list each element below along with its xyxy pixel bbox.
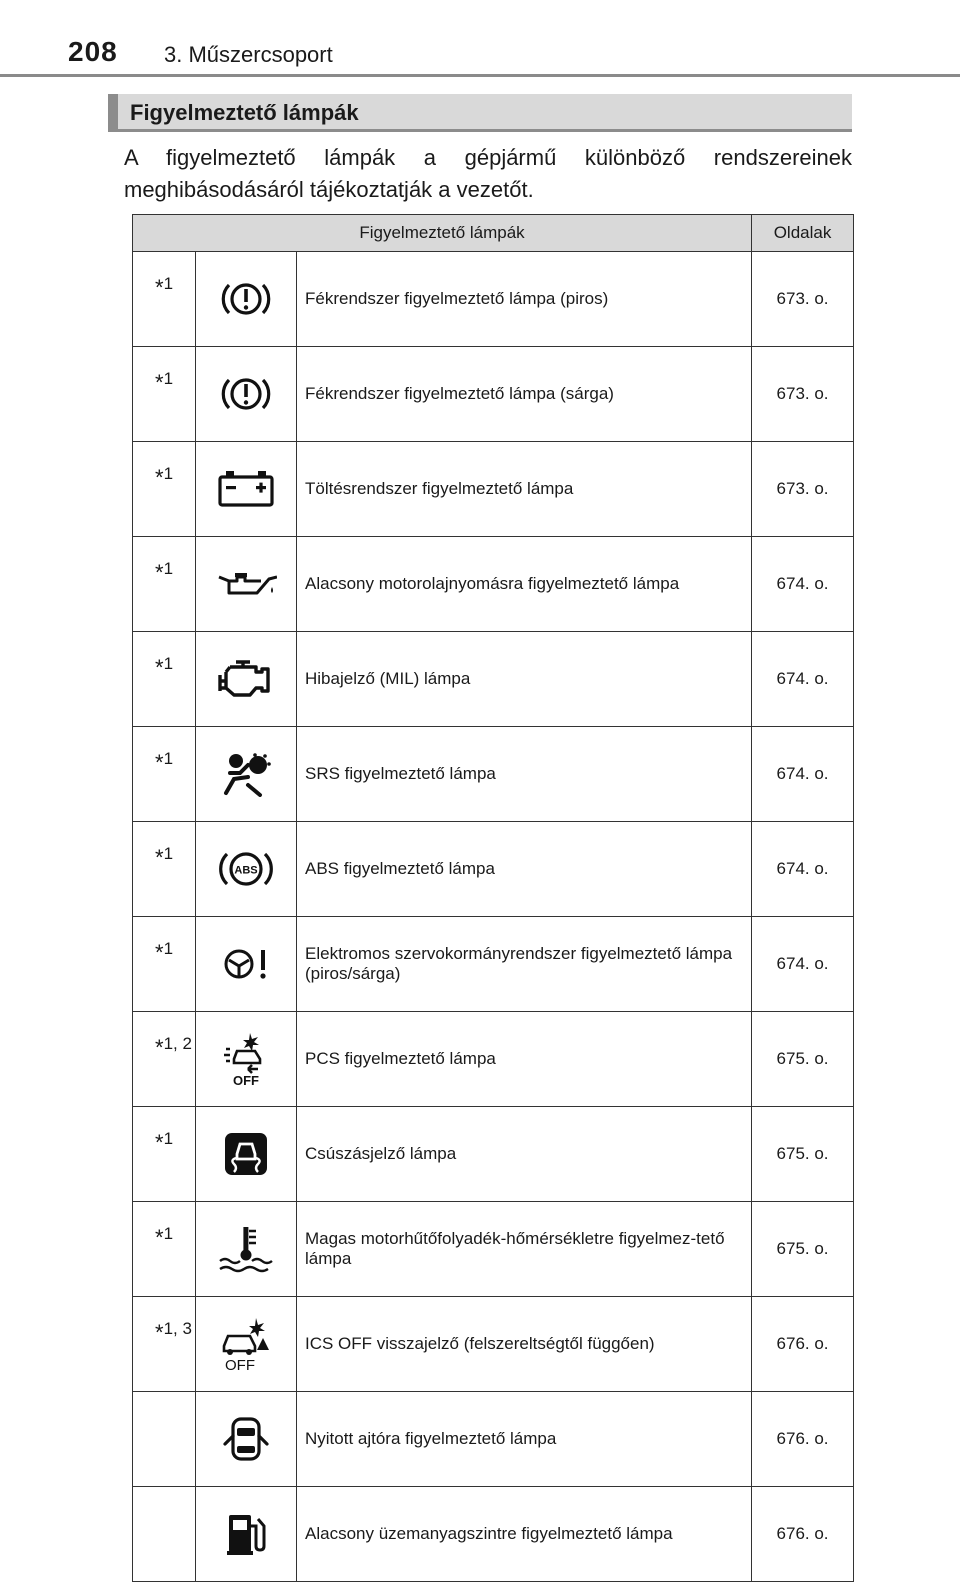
lamp-description: Alacsony motorolajnyomásra figyelmeztető lámpa xyxy=(297,537,752,632)
svg-text:ABS: ABS xyxy=(234,864,258,877)
footnote-ref: *1 xyxy=(133,347,196,442)
footnote-ref: *1 xyxy=(133,917,196,1012)
ics-off-icon xyxy=(196,1297,297,1392)
header-rule xyxy=(0,74,960,77)
lamp-description: Magas motorhűtőfolyadék-hőmérsékletre figyelmez-tető lámpa xyxy=(297,1202,752,1297)
page-reference: 674. o. xyxy=(752,632,854,727)
lamp-description: Elektromos szervokormányrendszer figyelmeztető lámpa (piros/sárga) xyxy=(297,917,752,1012)
table-row xyxy=(133,252,854,347)
svg-text:OFF: OFF xyxy=(225,1357,255,1372)
table-row xyxy=(133,917,854,1012)
footnote-ref xyxy=(133,1392,196,1487)
page-reference: 675. o. xyxy=(752,1107,854,1202)
airbag-icon xyxy=(196,727,297,822)
door-open-icon xyxy=(196,1392,297,1487)
table-row xyxy=(133,1012,854,1107)
table-row xyxy=(133,727,854,822)
lamp-description: Fékrendszer figyelmeztető lámpa (sárga) xyxy=(297,347,752,442)
footnote-ref: *1 xyxy=(133,1107,196,1202)
svg-text:OFF: OFF xyxy=(233,1073,259,1087)
page-reference: 674. o. xyxy=(752,822,854,917)
footnote-ref: *1 xyxy=(133,632,196,727)
battery-icon xyxy=(196,442,297,537)
page-reference: 675. o. xyxy=(752,1202,854,1297)
table-row xyxy=(133,537,854,632)
page-reference: 674. o. xyxy=(752,917,854,1012)
page-reference: 674. o. xyxy=(752,537,854,632)
table-row xyxy=(133,1392,854,1487)
footnote-ref: *1 xyxy=(133,252,196,347)
lamp-description: Csúszásjelző lámpa xyxy=(297,1107,752,1202)
footnote-ref: *1 xyxy=(133,537,196,632)
footnote-ref xyxy=(133,1487,196,1582)
footnote-ref: *1 xyxy=(133,822,196,917)
lamp-description: PCS figyelmeztető lámpa xyxy=(297,1012,752,1107)
page-reference: 673. o. xyxy=(752,442,854,537)
section-title: Figyelmeztető lámpák xyxy=(130,100,359,125)
table-row xyxy=(133,1487,854,1582)
lamp-description: ABS figyelmeztető lámpa xyxy=(297,822,752,917)
header-pages: Oldalak xyxy=(752,215,854,252)
page-header xyxy=(0,0,960,76)
slip-indicator-icon xyxy=(196,1107,297,1202)
page-reference: 673. o. xyxy=(752,347,854,442)
page-reference: 676. o. xyxy=(752,1297,854,1392)
lamp-description: SRS figyelmeztető lámpa xyxy=(297,727,752,822)
brake-warning-icon xyxy=(196,252,297,347)
steering-warning-icon xyxy=(196,917,297,1012)
intro-paragraph: A figyelmeztető lámpák a gépjármű különböző rendszereinek meghibásodásáról tájékoztatják a vezetőt. xyxy=(124,145,852,202)
lamp-description: Hibajelző (MIL) lámpa xyxy=(297,632,752,727)
pcs-off-icon xyxy=(196,1012,297,1107)
lamp-description: Töltésrendszer figyelmeztető lámpa xyxy=(297,442,752,537)
section-heading-bar xyxy=(108,94,852,132)
header-lamps: Figyelmeztető lámpák xyxy=(133,215,752,252)
table-row xyxy=(133,347,854,442)
page-reference: 675. o. xyxy=(752,1012,854,1107)
page-number: 208 xyxy=(68,36,118,67)
table-row xyxy=(133,442,854,537)
chapter-title: 3. Műszercsoport xyxy=(164,42,333,67)
page-reference: 676. o. xyxy=(752,1392,854,1487)
table-row xyxy=(133,1297,854,1392)
coolant-temp-icon xyxy=(196,1202,297,1297)
warning-lamps-table xyxy=(132,214,854,1582)
fuel-icon xyxy=(196,1487,297,1582)
page-reference: 674. o. xyxy=(752,727,854,822)
footnote-ref: *1, 2 xyxy=(133,1012,196,1107)
page-reference: 673. o. xyxy=(752,252,854,347)
page-reference: 676. o. xyxy=(752,1487,854,1582)
footnote-ref: *1 xyxy=(133,1202,196,1297)
table-row xyxy=(133,1107,854,1202)
abs-icon xyxy=(196,822,297,917)
check-engine-icon xyxy=(196,632,297,727)
oil-can-icon xyxy=(196,537,297,632)
table-header-row xyxy=(133,215,854,252)
lamp-description: Fékrendszer figyelmeztető lámpa (piros) xyxy=(297,252,752,347)
table-row xyxy=(133,632,854,727)
footnote-ref: *1 xyxy=(133,727,196,822)
lamp-description: ICS OFF visszajelző (felszereltségtől függően) xyxy=(297,1297,752,1392)
table-row xyxy=(133,1202,854,1297)
table-row xyxy=(133,822,854,917)
lamp-description: Alacsony üzemanyagszintre figyelmeztető lámpa xyxy=(297,1487,752,1582)
footnote-ref: *1, 3 xyxy=(133,1297,196,1392)
lamp-description: Nyitott ajtóra figyelmeztető lámpa xyxy=(297,1392,752,1487)
brake-warning-icon xyxy=(196,347,297,442)
footnote-ref: *1 xyxy=(133,442,196,537)
